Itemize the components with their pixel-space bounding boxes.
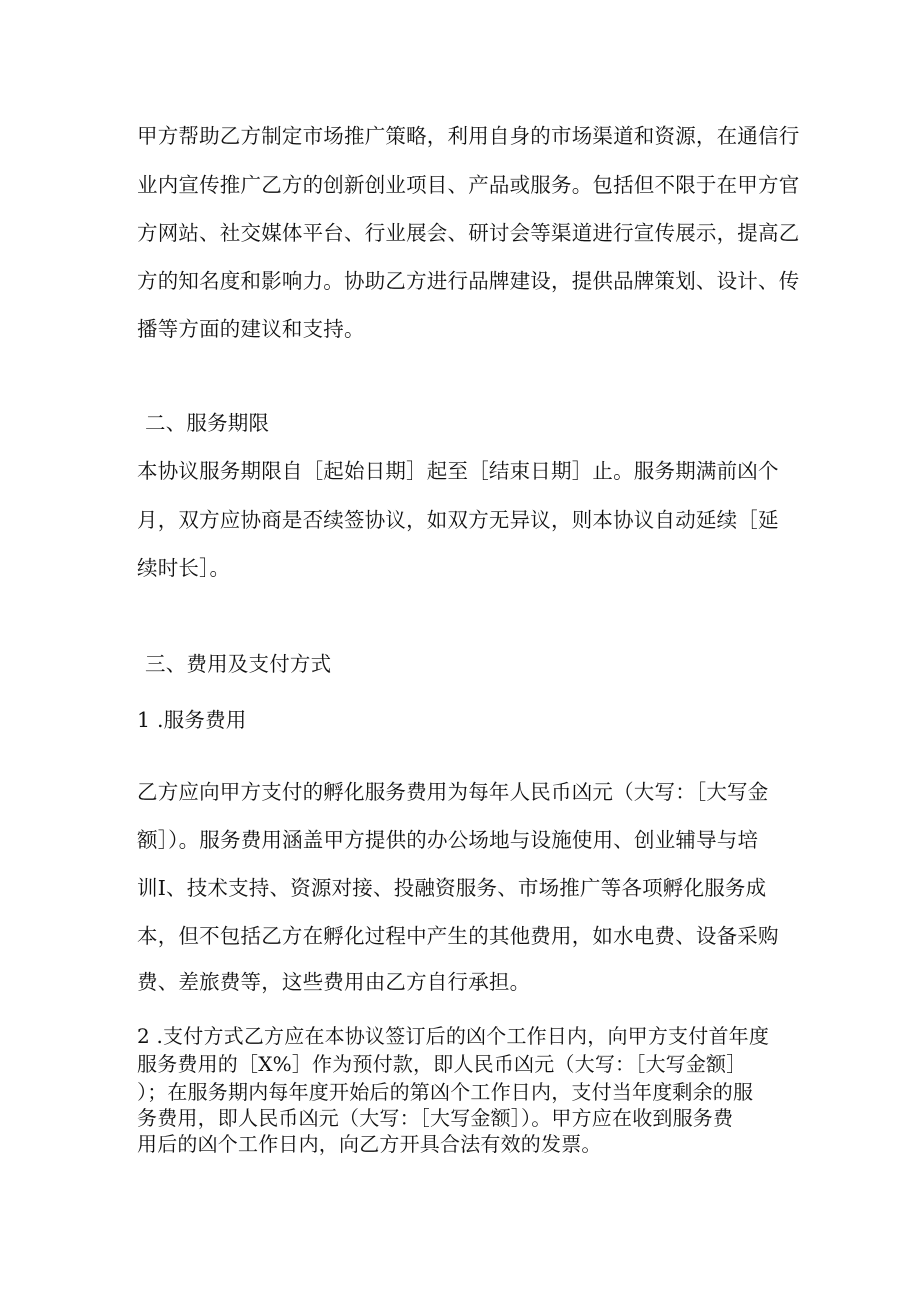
intro-line: 甲方帮助乙方制定市场推广策略，利用自身的市场渠道和资源，在通信行 bbox=[137, 124, 800, 148]
intro-line: 业内宣传推广乙方的创新创业项目、产品或服务。包括但不限于在甲方官 bbox=[137, 173, 800, 197]
intro-line: 方的知名度和影响力。协助乙方进行品牌建设，提供品牌策划、设计、传 bbox=[137, 269, 800, 293]
term-line: 本协议服务期限自［起始日期］起至［结束日期］止。服务期满前凶个 bbox=[137, 459, 779, 483]
fee-line: 乙方应向甲方支付的孵化服务费用为每年人民币凶元（大写：［大写金 bbox=[137, 780, 769, 804]
fee-line: 费、差旅费等，这些费用由乙方自行承担。 bbox=[137, 970, 531, 994]
term-line: 月，双方应协商是否续签协议，如双方无异议，则本协议自动延续［延 bbox=[137, 508, 779, 532]
intro-line: 方网站、社交媒体平台、行业展会、研讨会等渠道进行宣传展示，提高乙 bbox=[137, 221, 800, 245]
payment-line: 用后的凶个工作日内，向乙方开具合法有效的发票。 bbox=[137, 1132, 602, 1156]
intro-line: 播等方面的建议和支持。 bbox=[137, 317, 365, 341]
payment-line: 2 .支付方式乙方应在本协议签订后的凶个工作日内，向甲方支付首年度 bbox=[137, 1024, 770, 1048]
payment-line: ）；在服务期内每年度开始后的第凶个工作日内，支付当年度剩余的服 bbox=[137, 1080, 754, 1104]
section-heading-term: 二、服务期限 bbox=[145, 411, 270, 435]
fee-line: 额］）。服务费用涵盖甲方提供的办公场地与设施使用、创业辅导与培 bbox=[137, 828, 759, 852]
section-heading-fees: 三、费用及支付方式 bbox=[145, 652, 332, 676]
payment-line: 务费用，即人民币凶元（大写：［大写金额］）。甲方应在收到服务费 bbox=[137, 1106, 734, 1130]
term-line: 续时长］。 bbox=[137, 556, 231, 580]
payment-line: 服务费用的［X%］作为预付款，即人民币凶元（大写：［大写金额］ bbox=[137, 1052, 747, 1076]
fee-line: 本，但不包括乙方在孵化过程中产生的其他费用，如水电费、设备采购 bbox=[137, 924, 779, 948]
fee-line: 训I、技术支持、资源对接、投融资服务、市场推广等各项孵化服务成 bbox=[137, 876, 767, 900]
subheading-service-fee: 1 .服务费用 bbox=[137, 708, 247, 732]
